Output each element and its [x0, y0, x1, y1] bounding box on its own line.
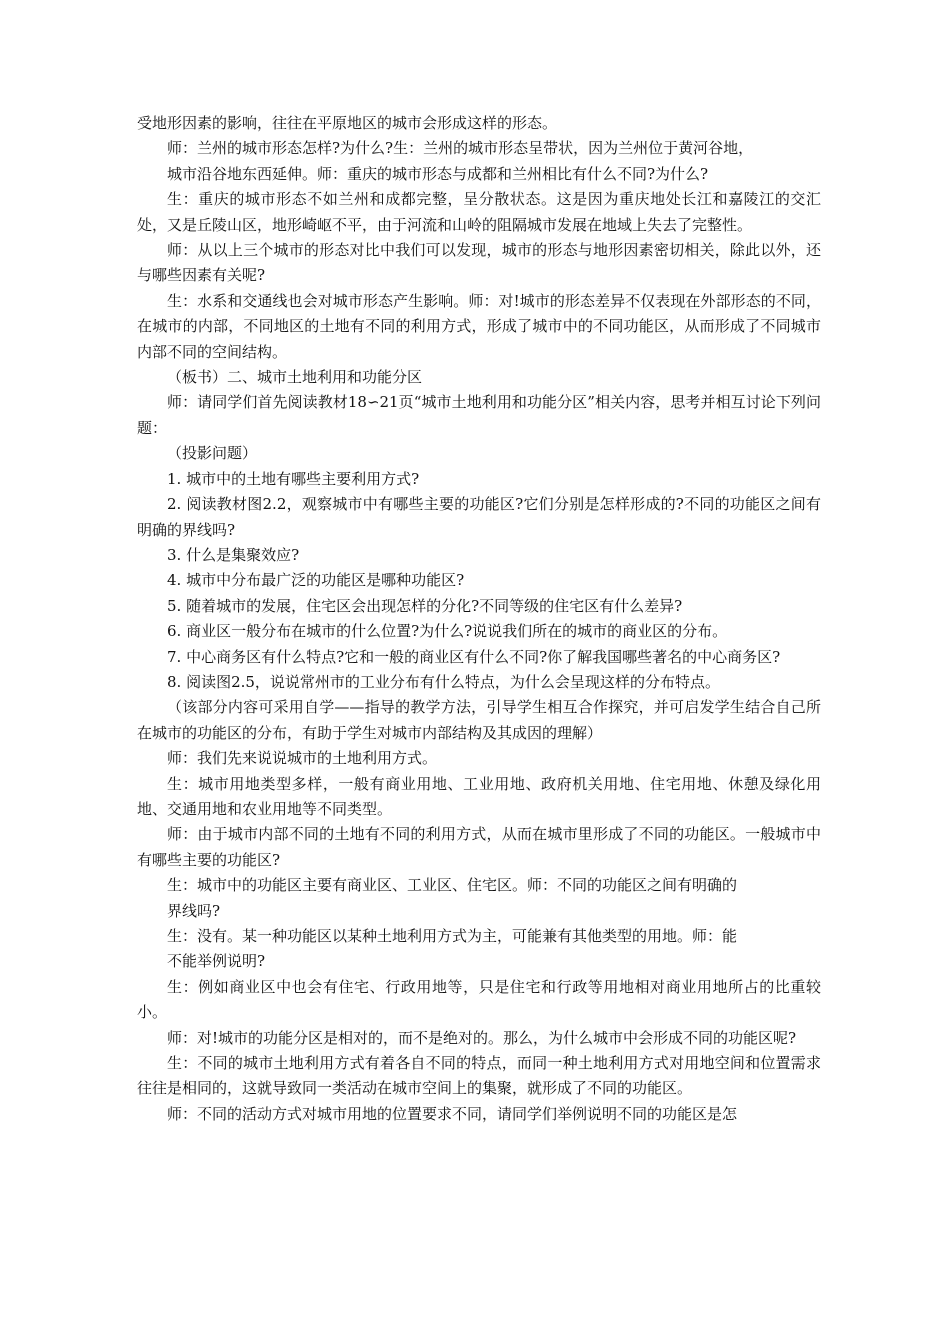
paragraph: 界线吗?	[167, 901, 221, 920]
paragraph: 生：城市用地类型多样，一般有商业用地、工业用地、政府机关用地、住宅用地、休憩及绿化用地、交通用地和农业用地等不同类型。	[137, 774, 821, 818]
paragraph: 生：水系和交通线也会对城市形态产生影响。师：对!城市的形态差异不仅表现在外部形态的不同，在城市的内部，不同地区的土地有不同的利用方式，形成了城市中的不同功能区，从而形成了不同城市内部不同的空间结构。	[137, 291, 821, 361]
paragraph: 生：没有。某一种功能区以某种土地利用方式为主，可能兼有其他类型的用地。师：能	[167, 927, 738, 945]
paragraph: 师：由于城市内部不同的土地有不同的利用方式，从而在城市里形成了不同的功能区。一般城市中有哪些主要的功能区?	[137, 825, 821, 869]
paragraph: 师：兰州的城市形态怎样?为什么?生：兰州的城市形态呈带状，因为兰州位于黄河谷地，	[167, 139, 754, 158]
paragraph: 不能举例说明?	[167, 952, 266, 971]
question-item: 4. 城市中分布最广泛的功能区是哪种功能区?	[167, 571, 465, 590]
paragraph: 生：例如商业区中也会有住宅、行政用地等，只是住宅和行政等用地相对商业用地所占的比重较小。	[137, 977, 821, 1022]
question-item: 6. 商业区一般分布在城市的什么位置?为什么?说说我们所在的城市的商业区的分布。	[167, 622, 728, 641]
paragraph: 生：城市中的功能区主要有商业区、工业区、住宅区。师：不同的功能区之间有明确的	[167, 876, 738, 895]
paragraph: 生：不同的城市土地利用方式有着各自不同的特点，而同一种土地利用方式对用地空间和位置需求往往是相同的，这就导致同一类活动在城市空间上的集聚，就形成了不同的功能区。	[137, 1054, 821, 1098]
paragraph: 师：请同学们首先阅读教材18∽21页“城市土地利用和功能分区”相关内容，思考并相互讨论下列问题：	[137, 393, 821, 437]
paragraph: 师：从以上三个城市的形态对比中我们可以发现，城市的形态与地形因素密切相关，除此以外，还与哪些因素有关呢?	[137, 241, 821, 285]
question-item: 5. 随着城市的发展，住宅区会出现怎样的分化?不同等级的住宅区有什么差异?	[167, 596, 683, 615]
paragraph: 师：对!城市的功能分区是相对的，而不是绝对的。那么，为什么城市中会形成不同的功能区呢?	[167, 1028, 797, 1047]
paragraph: 生：重庆的城市形态不如兰州和成都完整，呈分散状态。这是因为重庆地处长江和嘉陵江的交汇处，又是丘陵山区，地形崎岖不平，由于河流和山岭的阻隔城市发展在地域上失去了完整性。	[137, 190, 821, 234]
question-item: 2. 阅读教材图2.2，观察城市中有哪些主要的功能区?它们分别是怎样形成的?不同的功能区之间有明确的界线吗?	[137, 495, 821, 539]
question-item: 7. 中心商务区有什么特点?它和一般的商业区有什么不同?你了解我国哪些著名的中心商务区?	[167, 647, 781, 666]
paragraph: 师：我们先来说说城市的土地利用方式。	[167, 749, 438, 768]
question-item: 1. 城市中的土地有哪些主要利用方式?	[167, 469, 420, 488]
paragraph: 师：不同的活动方式对城市用地的位置要求不同，请同学们举例说明不同的功能区是怎	[167, 1104, 738, 1123]
document-page	[137, 111, 821, 1127]
section-heading: （板书）二、城市土地利用和功能分区	[167, 368, 423, 387]
question-item: 3. 什么是集聚效应?	[167, 545, 300, 564]
paragraph: （投影问题）	[167, 444, 258, 463]
paragraph: 受地形因素的影响，往往在平原地区的城市会形成这样的形态。	[137, 114, 558, 132]
question-item: 8. 阅读图2.5，说说常州市的工业分布有什么特点，为什么会呈现这样的分布特点。	[167, 672, 720, 691]
paragraph: 城市沿谷地东西延伸。师：重庆的城市形态与成都和兰州相比有什么不同?为什么?	[167, 164, 709, 183]
paragraph: （该部分内容可采用自学——指导的教学方法，引导学生相互合作探究，并可启发学生结合自己所在城市的功能区的分布，有助于学生对城市内部结构及其成因的理解）	[137, 698, 821, 742]
